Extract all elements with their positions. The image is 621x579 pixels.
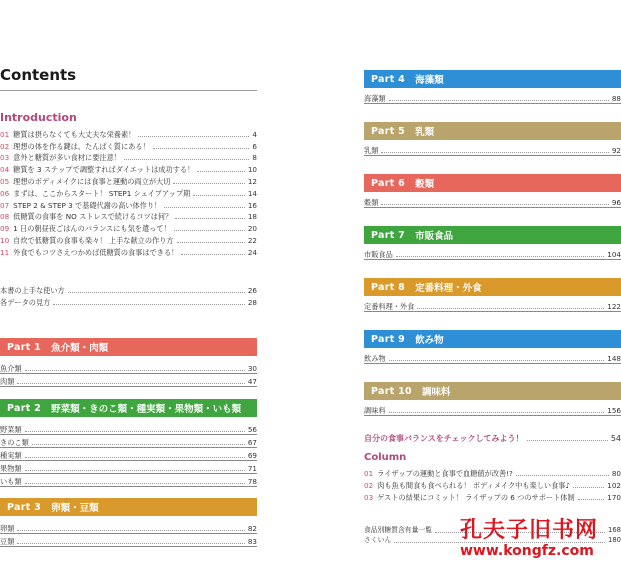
- column-list: [364, 466, 621, 502]
- toc-entry[interactable]: [0, 221, 257, 233]
- part-number: Part 1: [7, 341, 42, 353]
- leader-dots: [174, 230, 245, 231]
- part-number: Part 9: [371, 333, 406, 345]
- part-number: Part 4: [371, 73, 406, 85]
- toc-entry-label: さくいん: [364, 536, 392, 544]
- part-title: 乳類: [415, 127, 435, 138]
- toc-entry-page: 82: [247, 524, 257, 533]
- toc-entry-number: 11: [0, 247, 10, 257]
- toc-entry-label: まずは、ここからスタート！ STEP1 シェイプアップ期: [13, 188, 191, 198]
- toc-entry-number: 03: [364, 493, 374, 502]
- toc-entry-page: 22: [247, 235, 257, 245]
- leader-dots: [17, 543, 244, 544]
- toc-entry-page: 92: [611, 146, 621, 155]
- toc-entry[interactable]: [364, 247, 621, 260]
- leader-dots: [25, 457, 245, 458]
- watermark: [460, 519, 598, 559]
- toc-entry-number: 08: [0, 212, 10, 222]
- toc-entry-label: 食品別糖質含有量一覧: [364, 526, 432, 534]
- leader-dots: [389, 412, 605, 413]
- toc-entry-number: 02: [0, 141, 10, 151]
- leader-dots: [53, 304, 245, 305]
- part-number: Part 8: [371, 281, 406, 293]
- toc-entry[interactable]: [0, 283, 257, 295]
- toc-entry-label: 各データの見方: [0, 298, 51, 307]
- toc-entry-page: 69: [247, 451, 257, 460]
- toc-entry[interactable]: [0, 461, 257, 474]
- part-title: 調味料: [421, 387, 451, 398]
- toc-entry-number: 05: [0, 176, 10, 186]
- toc-entry-page: 71: [247, 464, 257, 473]
- leader-dots: [193, 195, 245, 196]
- toc-entry-label: 乳類: [364, 146, 379, 155]
- toc-entry-label: 外食でもコツさえつかめば低糖質の食事はできる！: [13, 247, 179, 257]
- part-number: Part 5: [371, 125, 406, 137]
- toc-entry-page: 18: [247, 212, 257, 222]
- toc-entry-page: 180: [608, 536, 621, 544]
- column-heading: Column: [364, 452, 407, 463]
- toc-entry-number: 04: [0, 165, 10, 175]
- toc-entry-label: いも類: [0, 477, 22, 486]
- leader-dots: [197, 171, 245, 172]
- toc-entry-page: 28: [247, 298, 257, 307]
- toc-entry[interactable]: [364, 351, 621, 364]
- toc-entry-label: 自分の食事バランスをチェックしてみよう！: [364, 434, 524, 443]
- toc-entry-number: 01: [0, 129, 10, 139]
- toc-entry[interactable]: [364, 195, 621, 208]
- part-entries: [0, 422, 257, 487]
- toc-entry[interactable]: [0, 448, 257, 461]
- part-entries: [0, 521, 257, 547]
- part-header[interactable]: [364, 174, 621, 192]
- leader-dots: [381, 204, 608, 205]
- part-number: Part 2: [7, 402, 42, 414]
- toc-entry-page: 83: [247, 537, 257, 546]
- toc-entry-label: 肉も魚も間食も食べられる！ ボディメイク中も楽しい食事♪: [377, 481, 571, 490]
- toc-entry-label: 海藻類: [364, 94, 386, 103]
- toc-entry[interactable]: [0, 198, 257, 210]
- toc-entry[interactable]: [0, 162, 257, 174]
- part-header[interactable]: [364, 122, 621, 140]
- toc-entry-label: 理想の体を作る鍵は、たんぱく質にある！: [13, 141, 150, 151]
- leader-dots: [573, 487, 604, 488]
- toc-entry-label: 本書の上手な使い方: [0, 286, 65, 295]
- part-entries: [364, 299, 621, 312]
- part-header[interactable]: [364, 330, 621, 348]
- toc-entry-number: 02: [364, 481, 374, 490]
- toc-entry-page: 56: [247, 425, 257, 434]
- toc-entry[interactable]: [364, 490, 621, 502]
- toc-entry-label: 調味料: [364, 406, 386, 415]
- toc-entry-page: 78: [247, 477, 257, 486]
- part-title: 飲み物: [415, 335, 444, 346]
- leader-dots: [396, 256, 605, 257]
- toc-entry-page: 16: [247, 200, 257, 210]
- toc-entry-label: 飲み物: [364, 354, 386, 363]
- part-title: 卵類・豆類: [51, 503, 99, 514]
- leader-dots: [177, 242, 245, 243]
- toc-entry-label: 1 日の朝昼夜ごはんのバランスにも気を遣って！: [13, 224, 171, 234]
- leader-dots: [68, 292, 245, 293]
- part-header[interactable]: [364, 382, 621, 400]
- toc-entry-page: 14: [247, 188, 257, 198]
- toc-entry-label: 自炊で低糖質の食事も楽々！ 上手な献立の作り方: [13, 235, 174, 245]
- contents-title: Contents: [0, 66, 77, 84]
- toc-entry-page: 80: [611, 469, 621, 478]
- toc-entry-label: 理想のボディメイクには食事と運動の両立が大切: [13, 176, 171, 186]
- part-entries: [364, 195, 621, 208]
- leader-dots: [173, 183, 244, 184]
- part-number: Part 7: [371, 229, 406, 241]
- part-title: 穀類: [415, 179, 435, 190]
- leader-dots: [124, 159, 249, 160]
- toc-entry-page: 20: [247, 224, 257, 234]
- toc-entry-number: 07: [0, 200, 10, 210]
- part-title: 魚介類・肉類: [51, 343, 109, 354]
- leader-dots: [181, 254, 245, 255]
- toc-entry[interactable]: [0, 139, 257, 151]
- part-header[interactable]: [364, 226, 621, 244]
- toc-entry-number: 03: [0, 153, 10, 163]
- leader-dots: [138, 136, 249, 137]
- leader-dots: [25, 483, 245, 484]
- part-title: 定番料理・外食: [415, 283, 482, 294]
- toc-entry-label: ゲストの結果にコミット！ ライザップの 6 つのサポート体制: [377, 493, 575, 502]
- leader-dots: [32, 444, 245, 445]
- leader-dots: [417, 308, 604, 309]
- toc-entry-label: 定番料理・外食: [364, 302, 415, 311]
- toc-entry[interactable]: [0, 127, 257, 139]
- part-header[interactable]: [0, 498, 257, 516]
- toc-entry-number: 06: [0, 188, 10, 198]
- toc-entry-page: 47: [247, 377, 257, 386]
- toc-entry-number: 01: [364, 469, 374, 478]
- leader-dots: [25, 470, 245, 471]
- part-number: Part 10: [371, 385, 412, 397]
- toc-entry-page: 8: [252, 153, 257, 163]
- toc-entry[interactable]: [364, 91, 621, 104]
- toc-entry[interactable]: [0, 474, 257, 487]
- toc-entry-page: 102: [607, 481, 621, 490]
- part-entries: [364, 247, 621, 260]
- watermark-title: 孔夫子旧书网: [460, 518, 599, 543]
- intro-heading: Introduction: [0, 111, 77, 124]
- leader-dots: [17, 383, 244, 384]
- part-header[interactable]: [364, 278, 621, 296]
- part-title: 野菜類・きのこ類・種実類・果物類・いも類: [51, 404, 242, 415]
- watermark-url: www.kongfz.com: [460, 543, 594, 559]
- toc-entry-page: 88: [611, 94, 621, 103]
- toc-entry-page: 170: [607, 493, 621, 502]
- leader-dots: [578, 499, 605, 500]
- toc-entry-label: 野菜類: [0, 425, 22, 434]
- toc-entry[interactable]: [364, 478, 621, 490]
- toc-entry-label: 低糖質の食事を NO ストレスで続けるコツは何？: [13, 212, 173, 222]
- toc-entry-page: 24: [247, 247, 257, 257]
- toc-entry[interactable]: [0, 233, 257, 245]
- leader-dots: [516, 475, 609, 476]
- toc-entry-label: 豆類: [0, 537, 15, 546]
- toc-entry[interactable]: [364, 403, 621, 416]
- toc-entry-label: 意外と糖質が多い食材に要注意！: [13, 153, 121, 163]
- toc-entry-page: 30: [247, 364, 257, 373]
- toc-entry[interactable]: [0, 361, 257, 374]
- part-entries: [0, 361, 257, 387]
- toc-entry-label: ライザップの運動と食事で血糖値が改善!?: [377, 469, 513, 478]
- leader-dots: [25, 431, 245, 432]
- leader-dots: [381, 152, 608, 153]
- leader-dots: [527, 440, 608, 441]
- toc-entry-page: 96: [611, 198, 621, 207]
- leader-dots: [389, 360, 605, 361]
- toc-entry-page: 148: [607, 354, 621, 363]
- toc-entry-number: 09: [0, 224, 10, 234]
- toc-entry-label: 穀類: [364, 198, 379, 207]
- toc-entry[interactable]: [364, 143, 621, 156]
- part-entries: [364, 143, 621, 156]
- leader-dots: [389, 100, 609, 101]
- leader-dots: [153, 148, 250, 149]
- part-number: Part 6: [371, 177, 406, 189]
- toc-entry-page: 4: [252, 129, 257, 139]
- toc-entry-page: 54: [610, 434, 621, 443]
- part-entries: [364, 91, 621, 104]
- toc-entry-page: 122: [607, 302, 621, 311]
- toc-entry-page: 104: [607, 250, 621, 259]
- toc-entry[interactable]: [0, 435, 257, 448]
- toc-entry-label: 市販食品: [364, 250, 393, 259]
- toc-entry[interactable]: [0, 245, 257, 257]
- toc-entry-page: 168: [608, 526, 621, 534]
- toc-entry[interactable]: [0, 151, 257, 163]
- leader-dots: [17, 530, 244, 531]
- leader-dots: [164, 207, 245, 208]
- toc-entry-label: 魚介類: [0, 364, 22, 373]
- toc-entry[interactable]: [0, 174, 257, 186]
- toc-entry-label: きのこ類: [0, 438, 29, 447]
- toc-entry[interactable]: [0, 422, 257, 435]
- toc-entry-label: 種実類: [0, 451, 22, 460]
- toc-entry-page: 10: [247, 165, 257, 175]
- toc-entry-label: 果物類: [0, 464, 22, 473]
- toc-entry-page: 12: [247, 176, 257, 186]
- toc-entry-page: 67: [247, 438, 257, 447]
- part-entries: [364, 351, 621, 364]
- toc-entry-label: 肉類: [0, 377, 15, 386]
- toc-entry[interactable]: [0, 521, 257, 534]
- toc-entry[interactable]: [0, 534, 257, 547]
- toc-entry[interactable]: [364, 466, 621, 478]
- toc-entry-label: 糖質を 3 ステップで調整すればダイエットは成功する！: [13, 165, 195, 175]
- toc-entry-label: 卵類: [0, 524, 15, 533]
- part-title: 市販食品: [415, 231, 454, 242]
- toc-entry[interactable]: [0, 295, 257, 307]
- leader-dots: [175, 218, 245, 219]
- toc-entry-page: 156: [607, 406, 621, 415]
- part-entries: [364, 403, 621, 416]
- toc-entry[interactable]: [364, 299, 621, 312]
- toc-entry-label: 糖質は摂らなくても大丈夫な栄養素！: [13, 129, 136, 139]
- toc-entry-page: 6: [252, 141, 257, 151]
- part-number: Part 3: [7, 501, 42, 513]
- leader-dots: [25, 370, 245, 371]
- intro-list: [0, 127, 257, 257]
- toc-entry-page: 26: [247, 286, 257, 295]
- toc-entry[interactable]: [0, 374, 257, 387]
- balance-check-entry[interactable]: [364, 430, 621, 443]
- part-header[interactable]: [0, 338, 257, 356]
- part-header[interactable]: [0, 399, 257, 417]
- title-divider: [0, 90, 257, 91]
- toc-entry[interactable]: [0, 186, 257, 198]
- toc-entry-number: 10: [0, 235, 10, 245]
- toc-entry[interactable]: [0, 210, 257, 222]
- misc-list: [0, 283, 257, 307]
- part-title: 海藻類: [415, 75, 444, 86]
- part-header[interactable]: [364, 70, 621, 88]
- toc-entry-label: STEP 2 & STEP 3 で基礎代謝の高い体作り！: [13, 200, 162, 210]
